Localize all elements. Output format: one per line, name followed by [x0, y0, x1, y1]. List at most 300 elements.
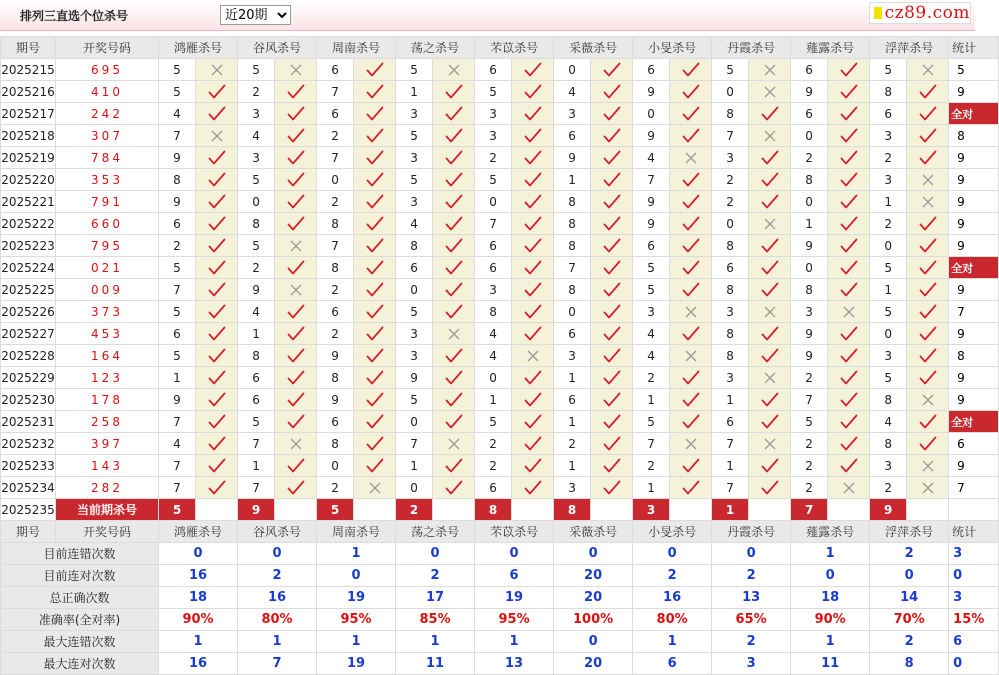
check-icon [749, 191, 791, 213]
summary-label: 准确率(全对率) [1, 609, 159, 631]
stat-cell: 9 [949, 169, 999, 191]
cross-icon [749, 367, 791, 389]
draw-number-cell: 242 [56, 103, 159, 125]
kill-number-cell: 8 [870, 433, 907, 455]
summary-row [1, 543, 999, 565]
kill-number-cell: 5 [238, 235, 275, 257]
check-icon [433, 367, 475, 389]
kill-number-cell: 7 [317, 81, 354, 103]
stat-cell: 9 [949, 81, 999, 103]
col-period-header: 期号 [1, 521, 56, 543]
draw-number-cell: 660 [56, 213, 159, 235]
kill-number-cell: 2 [317, 191, 354, 213]
kill-number-cell: 7 [238, 433, 275, 455]
kill-number-cell: 5 [396, 59, 433, 81]
empty-cell [949, 499, 999, 521]
period-cell: 2025218 [1, 125, 56, 147]
period-range-select[interactable] [220, 5, 291, 25]
kill-number-cell: 5 [238, 169, 275, 191]
check-icon [512, 389, 554, 411]
kill-number-cell: 0 [396, 279, 433, 301]
kill-number-cell: 9 [791, 81, 828, 103]
check-icon [512, 477, 554, 499]
summary-value: 1 [238, 631, 317, 653]
kill-number-cell: 7 [475, 213, 512, 235]
summary-value: 0 [317, 565, 396, 587]
kill-number-cell: 2 [791, 455, 828, 477]
summary-row [1, 565, 999, 587]
kill-number-cell: 1 [396, 455, 433, 477]
empty-cell [433, 499, 475, 521]
kill-number-cell: 4 [396, 213, 433, 235]
check-icon [196, 169, 238, 191]
kill-number-cell: 1 [159, 367, 196, 389]
cross-icon [433, 59, 475, 81]
kill-number-cell: 0 [633, 103, 670, 125]
check-icon [512, 455, 554, 477]
check-icon [275, 81, 317, 103]
check-icon [670, 213, 712, 235]
col-expert-header: 小旻杀号 [633, 521, 712, 543]
kill-number-cell: 8 [317, 257, 354, 279]
summary-value: 3 [712, 653, 791, 675]
cross-icon [196, 59, 238, 81]
kill-number-cell: 2 [791, 477, 828, 499]
summary-value: 2 [712, 565, 791, 587]
summary-value: 1 [791, 543, 870, 565]
check-icon [275, 169, 317, 191]
check-icon [196, 345, 238, 367]
check-icon [433, 477, 475, 499]
check-icon [749, 257, 791, 279]
check-icon [749, 103, 791, 125]
kill-number-cell: 3 [791, 301, 828, 323]
kill-number-cell: 3 [238, 103, 275, 125]
table-row [1, 257, 999, 279]
check-icon [196, 455, 238, 477]
kill-number-cell: 8 [554, 213, 591, 235]
kill-number-cell: 8 [712, 103, 749, 125]
check-icon [591, 389, 633, 411]
stat-cell: 9 [949, 389, 999, 411]
check-icon [749, 455, 791, 477]
kill-number-cell: 6 [317, 301, 354, 323]
check-icon [275, 345, 317, 367]
cross-icon [907, 455, 949, 477]
kill-number-cell: 2 [633, 367, 670, 389]
summary-row [1, 587, 999, 609]
check-icon [275, 323, 317, 345]
draw-number-cell: 123 [56, 367, 159, 389]
summary-value: 65% [712, 609, 791, 631]
check-icon [670, 323, 712, 345]
check-icon [512, 323, 554, 345]
check-icon [196, 147, 238, 169]
kill-number-cell: 4 [633, 345, 670, 367]
kill-number-cell: 8 [712, 235, 749, 257]
kill-number-cell: 5 [159, 301, 196, 323]
kill-number-cell: 2 [870, 477, 907, 499]
period-cell: 2025231 [1, 411, 56, 433]
check-icon [354, 191, 396, 213]
cross-icon [907, 191, 949, 213]
check-icon [670, 257, 712, 279]
col-stats-header: 统计 [949, 521, 999, 543]
check-icon [275, 389, 317, 411]
check-icon [433, 411, 475, 433]
summary-value: 19 [317, 587, 396, 609]
check-icon [512, 59, 554, 81]
cross-icon [354, 477, 396, 499]
cross-icon [275, 279, 317, 301]
kill-number-cell: 3 [238, 147, 275, 169]
current-kill-number: 8 [554, 499, 591, 521]
draw-number-cell: 453 [56, 323, 159, 345]
check-icon [828, 323, 870, 345]
draw-number-cell: 307 [56, 125, 159, 147]
kill-number-cell: 6 [238, 367, 275, 389]
kill-number-cell: 0 [317, 455, 354, 477]
col-period-header: 期号 [1, 37, 56, 59]
kill-number-cell: 4 [238, 301, 275, 323]
kill-number-cell: 5 [633, 257, 670, 279]
stat-cell: 9 [949, 147, 999, 169]
kill-number-cell: 4 [159, 103, 196, 125]
current-kill-number: 1 [712, 499, 749, 521]
cross-icon [749, 433, 791, 455]
kill-number-cell: 7 [159, 279, 196, 301]
kill-number-cell: 3 [396, 147, 433, 169]
period-cell: 2025215 [1, 59, 56, 81]
kill-number-cell: 5 [475, 169, 512, 191]
summary-value: 16 [633, 587, 712, 609]
check-icon [275, 455, 317, 477]
kill-number-cell: 0 [396, 411, 433, 433]
col-expert-header: 浮萍杀号 [870, 521, 949, 543]
check-icon [354, 279, 396, 301]
cross-icon [275, 235, 317, 257]
col-expert-header: 周南杀号 [317, 37, 396, 59]
check-icon [749, 169, 791, 191]
summary-value: 1 [317, 631, 396, 653]
summary-value: 100% [554, 609, 633, 631]
check-icon [512, 103, 554, 125]
kill-number-cell: 6 [317, 59, 354, 81]
kill-number-cell: 4 [475, 345, 512, 367]
check-icon [591, 411, 633, 433]
check-icon [196, 301, 238, 323]
kill-number-cell: 0 [238, 191, 275, 213]
check-icon [512, 191, 554, 213]
kill-number-cell: 0 [554, 301, 591, 323]
kill-number-cell: 7 [317, 147, 354, 169]
check-icon [433, 389, 475, 411]
col-draw-header: 开奖号码 [56, 37, 159, 59]
kill-number-cell: 8 [554, 235, 591, 257]
all-correct-badge: 全对 [949, 257, 999, 279]
summary-value: 0 [475, 543, 554, 565]
check-icon [907, 433, 949, 455]
period-cell: 2025227 [1, 323, 56, 345]
kill-number-cell: 9 [317, 389, 354, 411]
check-icon [828, 125, 870, 147]
cross-icon [907, 477, 949, 499]
check-icon [828, 345, 870, 367]
period-cell: 2025225 [1, 279, 56, 301]
check-icon [354, 103, 396, 125]
check-icon [749, 235, 791, 257]
summary-value: 8 [870, 653, 949, 675]
summary-value: 0 [159, 543, 238, 565]
period-cell: 2025229 [1, 367, 56, 389]
draw-number-cell: 795 [56, 235, 159, 257]
current-kill-number: 7 [791, 499, 828, 521]
table-row [1, 433, 999, 455]
kill-number-cell: 9 [554, 147, 591, 169]
check-icon [433, 345, 475, 367]
kill-number-cell: 4 [554, 81, 591, 103]
empty-cell [354, 499, 396, 521]
summary-value: 0 [238, 543, 317, 565]
draw-number-cell: 397 [56, 433, 159, 455]
table-row [1, 323, 999, 345]
check-icon [670, 59, 712, 81]
check-icon [275, 213, 317, 235]
cross-icon [749, 301, 791, 323]
kill-number-cell: 2 [475, 147, 512, 169]
kill-number-cell: 5 [159, 257, 196, 279]
kill-number-cell: 3 [870, 169, 907, 191]
summary-stat: 3 [949, 587, 999, 609]
period-cell: 2025217 [1, 103, 56, 125]
check-icon [591, 235, 633, 257]
check-icon [512, 257, 554, 279]
check-icon [354, 345, 396, 367]
kill-number-cell: 0 [791, 125, 828, 147]
kill-number-cell: 3 [712, 147, 749, 169]
kill-number-cell: 4 [238, 125, 275, 147]
summary-stat: 0 [949, 653, 999, 675]
check-icon [670, 455, 712, 477]
draw-number-cell: 282 [56, 477, 159, 499]
check-icon [591, 301, 633, 323]
summary-row [1, 609, 999, 631]
check-icon [512, 235, 554, 257]
table-row [1, 367, 999, 389]
check-icon [354, 411, 396, 433]
kill-number-cell: 8 [317, 433, 354, 455]
kill-number-cell: 1 [791, 213, 828, 235]
check-icon [354, 455, 396, 477]
summary-value: 95% [475, 609, 554, 631]
summary-value: 11 [791, 653, 870, 675]
check-icon [749, 389, 791, 411]
summary-label: 总正确次数 [1, 587, 159, 609]
check-icon [828, 257, 870, 279]
check-icon [591, 81, 633, 103]
period-cell: 2025234 [1, 477, 56, 499]
kill-number-cell: 9 [396, 367, 433, 389]
check-icon [670, 191, 712, 213]
table-row [1, 345, 999, 367]
kill-number-cell: 1 [870, 279, 907, 301]
stat-cell: 9 [949, 367, 999, 389]
empty-cell [275, 499, 317, 521]
kill-number-cell: 5 [870, 301, 907, 323]
check-icon [749, 279, 791, 301]
summary-value: 2 [712, 631, 791, 653]
check-icon [907, 279, 949, 301]
header-row-repeat [1, 521, 999, 543]
check-icon [670, 235, 712, 257]
summary-value: 16 [159, 565, 238, 587]
draw-number-cell: 353 [56, 169, 159, 191]
check-icon [433, 147, 475, 169]
kill-number-cell: 7 [791, 389, 828, 411]
summary-value: 1 [475, 631, 554, 653]
check-icon [591, 169, 633, 191]
kill-number-cell: 9 [159, 191, 196, 213]
cross-icon [828, 477, 870, 499]
col-expert-header: 谷风杀号 [238, 37, 317, 59]
summary-value: 20 [554, 587, 633, 609]
stat-cell: 9 [949, 235, 999, 257]
check-icon [591, 455, 633, 477]
kill-number-cell: 7 [159, 411, 196, 433]
check-icon [828, 213, 870, 235]
summary-value: 2 [396, 565, 475, 587]
check-icon [512, 213, 554, 235]
summary-stat: 0 [949, 565, 999, 587]
site-logo[interactable] [869, 2, 971, 24]
kill-number-cell: 3 [554, 477, 591, 499]
check-icon [354, 323, 396, 345]
table-row [1, 125, 999, 147]
check-icon [670, 125, 712, 147]
check-icon [196, 81, 238, 103]
kill-number-cell: 3 [712, 301, 749, 323]
period-cell: 2025230 [1, 389, 56, 411]
kill-number-cell: 9 [238, 279, 275, 301]
check-icon [433, 125, 475, 147]
check-icon [828, 103, 870, 125]
summary-value: 6 [633, 653, 712, 675]
summary-value: 0 [396, 543, 475, 565]
check-icon [591, 345, 633, 367]
check-icon [828, 147, 870, 169]
check-icon [670, 103, 712, 125]
check-icon [354, 301, 396, 323]
check-icon [591, 213, 633, 235]
kill-number-cell: 1 [554, 367, 591, 389]
summary-stat: 3 [949, 543, 999, 565]
kill-number-cell: 2 [870, 147, 907, 169]
col-expert-header: 荡之杀号 [396, 521, 475, 543]
stat-cell: 9 [949, 213, 999, 235]
check-icon [512, 411, 554, 433]
kill-number-cell: 2 [317, 477, 354, 499]
summary-value: 0 [791, 565, 870, 587]
check-icon [907, 411, 949, 433]
col-expert-header: 小旻杀号 [633, 37, 712, 59]
cross-icon [512, 345, 554, 367]
kill-number-cell: 8 [712, 323, 749, 345]
kill-number-cell: 8 [317, 213, 354, 235]
check-icon [828, 411, 870, 433]
kill-number-cell: 1 [238, 323, 275, 345]
draw-number-cell: 164 [56, 345, 159, 367]
col-draw-header: 开奖号码 [56, 521, 159, 543]
kill-number-cell: 8 [159, 169, 196, 191]
summary-value: 6 [475, 565, 554, 587]
summary-value: 16 [238, 587, 317, 609]
current-kill-label: 当前期杀号 [56, 499, 159, 521]
kill-number-table [0, 36, 999, 675]
table-row [1, 59, 999, 81]
check-icon [828, 433, 870, 455]
summary-stat: 6 [949, 631, 999, 653]
check-icon [828, 389, 870, 411]
summary-value: 11 [396, 653, 475, 675]
kill-number-cell: 8 [870, 81, 907, 103]
current-kill-number: 5 [317, 499, 354, 521]
period-cell: 2025223 [1, 235, 56, 257]
summary-value: 0 [554, 631, 633, 653]
check-icon [512, 433, 554, 455]
kill-number-cell: 0 [712, 213, 749, 235]
check-icon [354, 59, 396, 81]
table-row [1, 301, 999, 323]
kill-number-cell: 7 [238, 477, 275, 499]
kill-number-cell: 3 [396, 345, 433, 367]
kill-number-cell: 6 [159, 323, 196, 345]
kill-number-cell: 5 [159, 345, 196, 367]
cross-icon [670, 433, 712, 455]
empty-cell [749, 499, 791, 521]
summary-value: 2 [238, 565, 317, 587]
check-icon [354, 169, 396, 191]
check-icon [591, 279, 633, 301]
cross-icon [275, 433, 317, 455]
kill-number-cell: 0 [870, 235, 907, 257]
summary-stat: 15% [949, 609, 999, 631]
kill-number-cell: 2 [238, 81, 275, 103]
empty-cell [670, 499, 712, 521]
check-icon [512, 125, 554, 147]
check-icon [433, 257, 475, 279]
kill-number-cell: 9 [159, 389, 196, 411]
summary-value: 19 [317, 653, 396, 675]
kill-number-cell: 1 [870, 191, 907, 213]
summary-value: 2 [870, 543, 949, 565]
table-row [1, 455, 999, 477]
kill-number-cell: 6 [475, 235, 512, 257]
logo-text: cz89.com [884, 3, 970, 23]
kill-number-cell: 0 [396, 477, 433, 499]
check-icon [196, 389, 238, 411]
check-icon [275, 191, 317, 213]
kill-number-cell: 6 [159, 213, 196, 235]
kill-number-cell: 8 [554, 279, 591, 301]
check-icon [354, 125, 396, 147]
kill-number-cell: 3 [396, 323, 433, 345]
summary-value: 80% [238, 609, 317, 631]
stat-cell: 9 [949, 191, 999, 213]
kill-number-cell: 9 [159, 147, 196, 169]
kill-number-cell: 2 [791, 147, 828, 169]
check-icon [512, 301, 554, 323]
check-icon [591, 367, 633, 389]
